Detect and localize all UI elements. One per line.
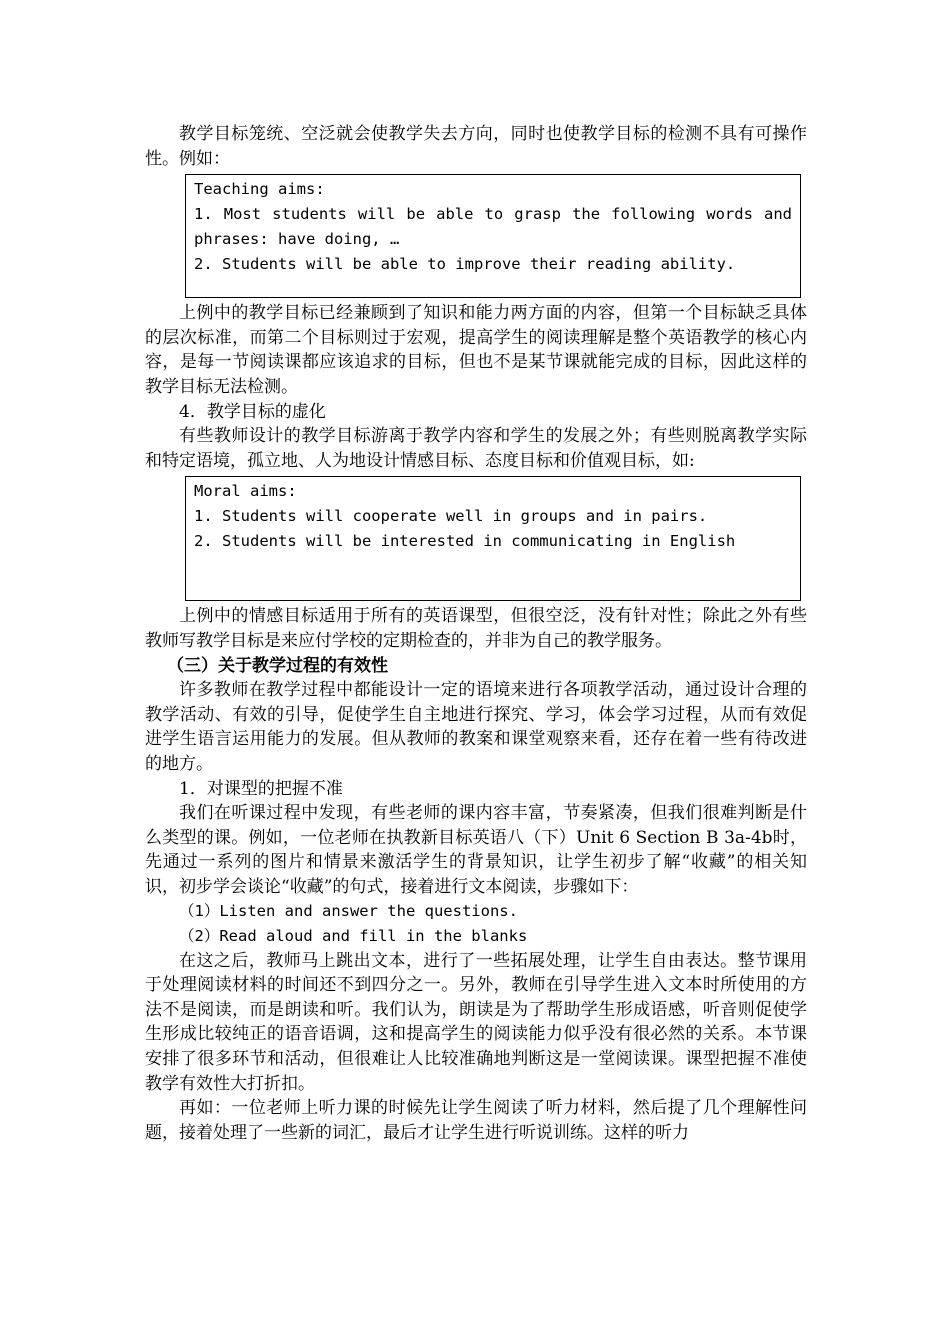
box-item: 1. Students will cooperate well in groups and in pairs. — [194, 507, 708, 526]
box-item: 2. Students will be interested in communicating in English — [194, 532, 736, 551]
box-item: 2. Students will be able to improve their reading ability. — [194, 255, 736, 274]
paragraph: 教学目标笼统、空泛就会使教学失去方向，同时也使教学目标的检测不具有可操作性。例如： — [145, 124, 807, 169]
paragraph: 许多教师在教学过程中都能设计一定的语境来进行各项教学活动，通过设计合理的教学活动、有效的引导，促使学生自主地进行探究、学习，体会学习过程，从而有效促进学生语言运用能力的发展。但从教师的教案和课堂观察来看，还存在着一些有待改进的地方。 — [145, 680, 807, 774]
paragraph: 我们在听课过程中发现，有些老师的课内容丰富，节奏紧凑，但我们很难判断是什么类型的课。例如，一位老师在执教新目标英语八（下）Unit 6 Section B 3a-4b时，先通过一系列的图片和情景来激活学生的背景知识，让学生初步了解“收藏”的相关知识，初步学会谈论“收藏”的句式，接着进行文本阅读，步骤如下： — [145, 803, 807, 897]
paragraph: 上例中的教学目标已经兼顾到了知识和能力两方面的内容，但第一个目标缺乏具体的层次标准，而第二个目标则过于宏观，提高学生的阅读理解是整个英语教学的核心内容，是每一节阅读课都应该追求的目标，但也不是某节课就能完成的目标，因此这样的教学目标无法检测。 — [145, 303, 807, 397]
paragraph: 上例中的情感目标适用于所有的英语课型，但很空泛，没有针对性；除此之外有些教师写教学目标是来应付学校的定期检查的，并非为自己的教学服务。 — [145, 606, 807, 651]
box-title: Moral aims: — [194, 482, 297, 501]
moral-aims-box — [185, 476, 801, 601]
paragraph: 有些教师设计的教学目标游离于教学内容和学生的发展之外；有些则脱离教学实际和特定语境，孤立地、人为地设计情感目标、态度目标和价值观目标，如: — [145, 426, 807, 471]
step-text: （2）Read aloud and fill in the blanks — [179, 927, 528, 946]
step-text: （1）Listen and answer the questions. — [179, 902, 518, 921]
step-item — [145, 899, 807, 924]
box-item: 1. Most students will be able to grasp the following words and phrases: have doing, … — [194, 205, 792, 249]
step-item — [145, 924, 807, 949]
section-heading: （三）关于教学过程的有效性 — [167, 655, 388, 676]
subheading: 4．教学目标的虚化 — [179, 401, 326, 422]
subheading: 1．对课型的把握不准 — [179, 778, 343, 799]
box-title: Teaching aims: — [194, 180, 325, 199]
document-page — [145, 122, 807, 1145]
paragraph: 在这之后，教师马上跳出文本，进行了一些拓展处理，让学生自由表达。整节课用于处理阅读材料的时间还不到四分之一。另外，教师在引导学生进入文本时所使用的方法不是阅读，而是朗读和听。我们认为，朗读是为了帮助学生形成语感，听音则促使学生形成比较纯正的语音语调，这和提高学生的阅读能力似乎没有很必然的关系。本节课安排了很多环节和活动，但很难让人比较准确地判断这是一堂阅读课。课型把握不准使教学有效性大打折扣。 — [145, 950, 807, 1094]
paragraph: 再如：一位老师上听力课的时候先让学生阅读了听力材料，然后提了几个理解性问题，接着处理了一些新的词汇，最后才让学生进行听说训练。这样的听力 — [145, 1098, 807, 1143]
teaching-aims-box — [185, 174, 801, 298]
